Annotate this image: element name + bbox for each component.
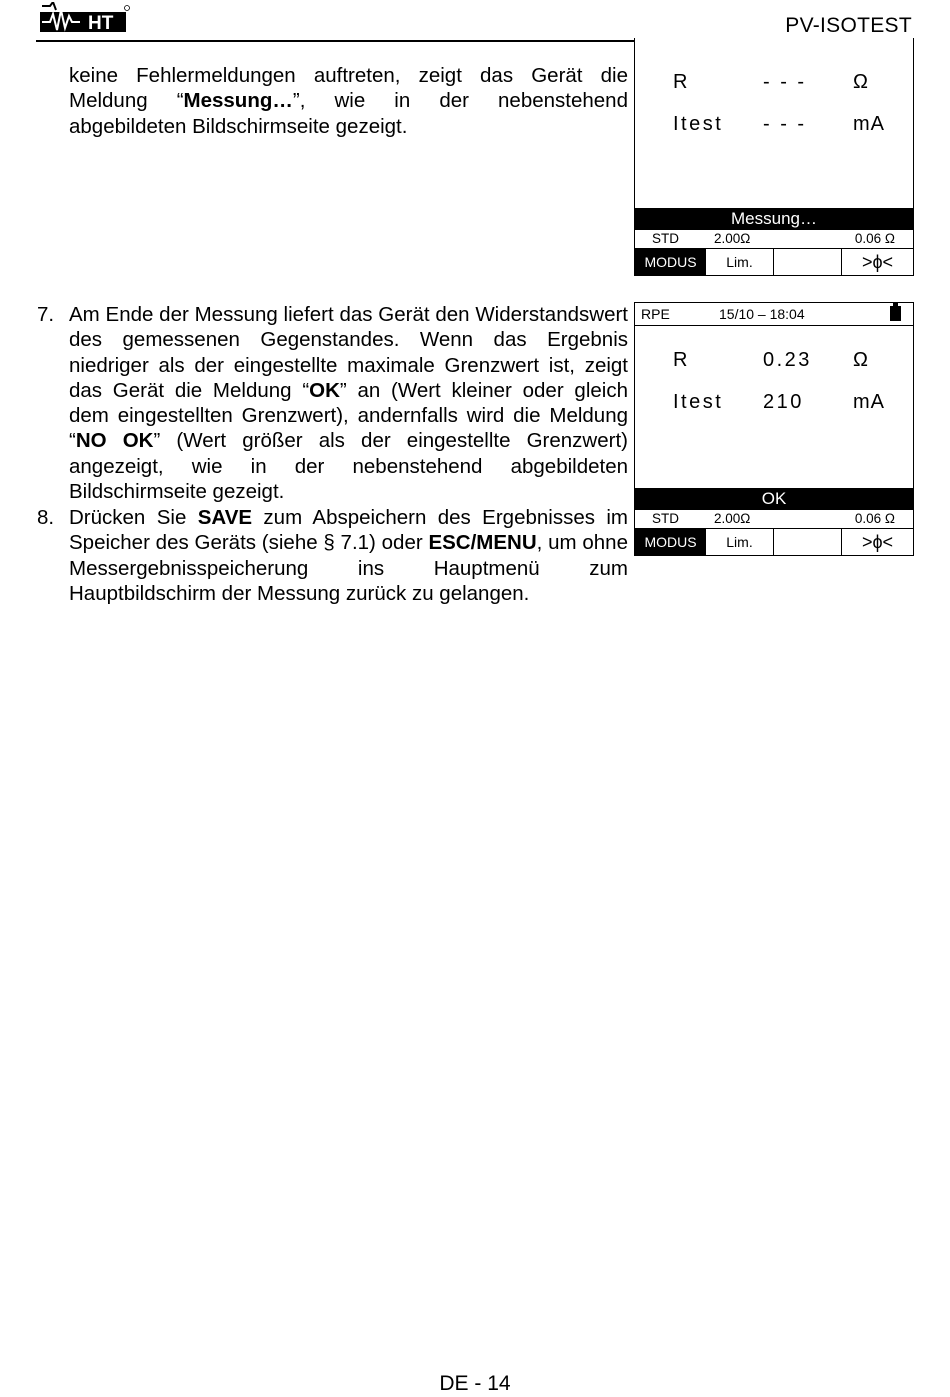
bold-text: Messung… xyxy=(183,89,293,113)
resistance-label: R xyxy=(673,71,690,93)
standard-label: STD xyxy=(652,231,679,246)
current-unit: mA xyxy=(853,113,885,135)
battery-full-icon xyxy=(890,306,901,321)
bold-text: NO OK xyxy=(75,429,154,453)
resistance-value: - - - xyxy=(763,71,807,93)
resistance-limit: 2.00Ω xyxy=(714,511,751,526)
current-label: Itest xyxy=(673,391,724,413)
softkey-row xyxy=(635,249,913,275)
resistance-unit: Ω xyxy=(853,71,869,93)
text-fragment: ”, wie in der nebenstehend abgebildeten Bildschirmseite gezeigt. xyxy=(69,89,628,138)
ht-logo xyxy=(38,2,130,36)
resistance-limit: 2.00Ω xyxy=(714,231,751,246)
softkey-null-offset[interactable]: >ϕ< xyxy=(861,252,894,272)
bold-text: SAVE xyxy=(197,506,253,529)
text-fragment: , um ohne Messergebnisspeicherung ins Hauptmenü zum Hauptbildschirm der Messung zurück zu gelangen. xyxy=(69,531,628,605)
softkey-empty[interactable] xyxy=(774,249,842,275)
instrument-screen-measuring xyxy=(634,38,914,276)
softkey-row xyxy=(635,529,913,555)
text-fragment: zum Abspeichern des Ergebnisses im Speicher des Geräts (siehe § 7.1) oder xyxy=(69,506,629,555)
status-message-bar: Messung… xyxy=(635,208,913,230)
current-value: 210 xyxy=(763,391,804,413)
text-fragment: ” an (Wert kleiner oder gleich dem eingestellten Grenzwert), andernfalls wird die Meldung “ xyxy=(69,378,628,453)
softkey-limit[interactable]: Lim. xyxy=(706,529,774,555)
softkey-mode[interactable]: MODUS xyxy=(635,249,706,275)
step-number: 7. xyxy=(37,303,55,326)
step-number: 8. xyxy=(37,506,55,529)
page-number: DE - 14 xyxy=(439,1372,511,1395)
softkey-null-offset[interactable]: >ϕ< xyxy=(861,532,894,552)
limits-row xyxy=(635,230,913,249)
resistance-unit: Ω xyxy=(853,349,869,371)
step-8 xyxy=(37,505,629,606)
softkey-limit[interactable]: Lim. xyxy=(706,249,774,275)
text-fragment: keine Fehlermeldungen auftreten, zeigt das Gerät die Meldung “ xyxy=(69,64,628,113)
resistance-value: 0.23 xyxy=(763,349,812,371)
paragraph-measurement-start xyxy=(69,63,628,139)
current-unit: mA xyxy=(853,391,885,413)
date-time: 15/10 – 18:04 xyxy=(719,306,805,322)
text-fragment: ” (Wert größer als der eingestellte Grenzwert) angezeigt, wie in der nebenstehend abgebildeten Bildschirmseite gezeigt. xyxy=(69,429,628,504)
softkey-mode[interactable]: MODUS xyxy=(635,529,706,555)
softkey-empty[interactable] xyxy=(774,529,842,555)
current-value: - - - xyxy=(763,113,807,135)
text-fragment: Drücken Sie xyxy=(69,506,198,529)
ht-logo-icon xyxy=(38,2,130,36)
limits-row xyxy=(635,510,913,529)
null-offset-value: 0.06 Ω xyxy=(854,511,895,526)
screen-status-bar xyxy=(635,303,913,326)
status-message-bar: OK xyxy=(635,488,913,510)
text-fragment: Am Ende der Messung liefert das Gerät den Widerstandswert des gemessenen Gegenstandes. Wenn das Ergebnis niedriger als der eingestellte maximale Grenzwert ist, zeigt das Gerät die Meldung “ xyxy=(69,303,628,402)
logo-text: HT xyxy=(88,13,114,34)
null-offset-value: 0.06 Ω xyxy=(854,231,895,246)
current-label: Itest xyxy=(673,113,724,135)
measurement-mode: RPE xyxy=(641,306,670,322)
bold-text: OK xyxy=(309,378,340,402)
standard-label: STD xyxy=(652,511,679,526)
instrument-screen-result xyxy=(634,302,914,556)
resistance-label: R xyxy=(673,349,690,371)
step-7 xyxy=(37,302,628,504)
document-title: PV-ISOTEST xyxy=(785,14,912,37)
bold-text: ESC/MENU xyxy=(428,531,537,555)
